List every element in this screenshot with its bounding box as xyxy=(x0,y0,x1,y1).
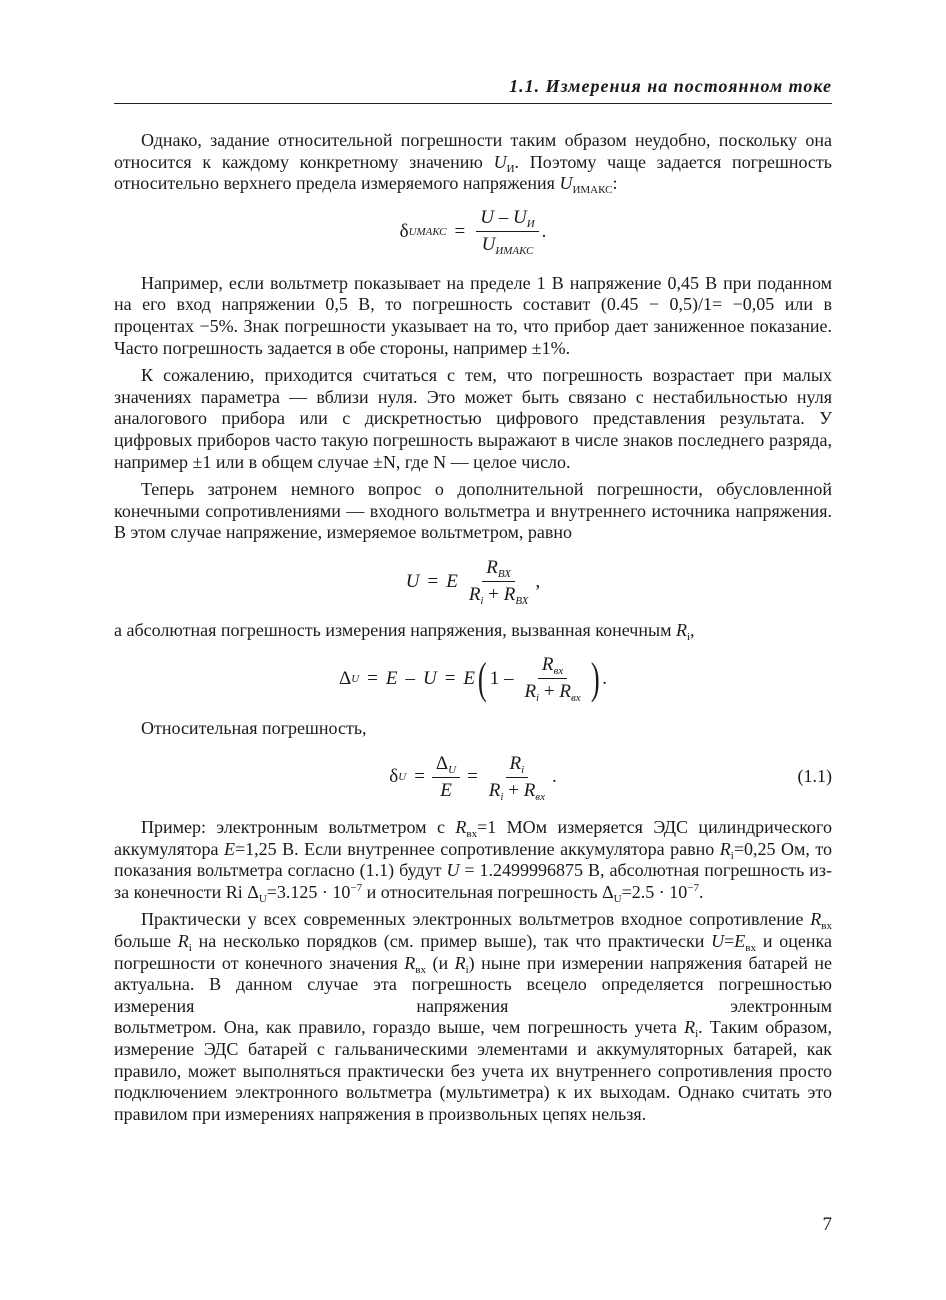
page-body xyxy=(114,130,832,1125)
fraction: $\frac{R_{ВХ}}{R_i + R_{ВХ}}$ xyxy=(468,557,529,608)
formula-abs-error: Δ U = E – U = E ( 1 – $\frac{R_{вх}}{R_i + R_{вх}}$ ) . xyxy=(338,653,608,704)
fraction: $\frac{U - U_И}{U_{ИМАКС}}$ xyxy=(476,207,538,256)
paragraph-2: Например, если вольтметр показывает на пределе 1 В напряжение 0,45 В при поданном на его вход напряжении 0,5 В, то погрешность составит (0.45 − 0,5)/1= −0,05 или в процентах −5%. Знак погрешности указывает на то, что прибор дает заниженное показание. Часто погрешность задается в обе стороны, например ±1%. xyxy=(114,272,832,358)
paragraph-6: Относительная погрешность, xyxy=(141,717,367,738)
paragraph-4: Теперь затронем немного вопрос о дополнительной погрешности, обусловленной конечными сопротивлениями — входного вольтметра и внутреннего источника напряжения. В этом случае напряжение, измеряемое вольтметром, равно xyxy=(114,479,832,543)
formula-rel-error: δ U = $\frac{\Delta_U}{E}$ = $\frac{R_i}{R_i + R_{вх}}$ . (1.1) xyxy=(389,752,832,803)
paragraph-1: Однако, задание относительной погрешности таким образом неудобно, поскольку она относится к каждому конкретному значению $U_И$. Поэтому чаще задается погрешность относительно верхнего предела измеряемого напряжения $U_{ИМАКС}$: xyxy=(114,130,832,197)
fraction: $\frac{R_i}{R_i + R_{вх}}$ xyxy=(488,752,545,803)
formula-voltage: U = E $\frac{R_{ВХ}}{R_i + R_{ВХ}}$ , xyxy=(405,557,541,608)
formula-delta-umax: δ UМАКС = $\frac{U - U_И}{U_{ИМАКС}}$ . xyxy=(399,207,547,258)
paragraph-7: Пример: электронным вольтметром с $R_{вх}=1$ МОм измеряется ЭДС цилиндрического аккумулятора E=1,25 В. Если внутреннее сопротивление аккумулятора равно $R_i=0,25$ Ом, то показания вольтметра согласно (1.1) будут U = 1.2499996875 В, абсолютная погрешность из-за конечности Ri $\Delta_U=3.125 \cdot 10^{-7}$ и относительная погрешность $\Delta_U=2.5 \cdot 10^{-7}$. xyxy=(114,817,833,905)
fraction: $\frac{\Delta_U}{E}$ xyxy=(432,753,460,802)
fraction: $\frac{R_{вх}}{R_i + R_{вх}}$ xyxy=(524,654,581,704)
paragraph-8-part-2: вольтметром. Она, как правило, гораздо выше, чем погрешность учета $R_i$. Таким образом, измерение ЭДС батарей с гальваническими элементами и аккумуляторных батарей, как правило, может выполняться практически без учета их внутреннего сопротивления просто подключением электронного вольтметра (мультиметра) к их выходам. Однако считать это правилом при измерениях напряжения в произвольных цепях нельзя. xyxy=(114,1017,832,1124)
page-number: 7 xyxy=(822,1214,832,1235)
equation-number: (1.1) xyxy=(797,766,832,787)
paragraph-5: а абсолютная погрешность измерения напряжения, вызванная конечным $R_i$, xyxy=(114,619,695,643)
paragraph-8-part-1: Практически у всех современных электронных вольтметров входное сопротивление $R_{вх}$ больше $R_i$ на несколько порядков (см. пример выше), так что практически $U=E_{вх}$ и оценка погрешности от конечного значения $R_{вх}$ (и $R_i$) ныне при измерении напряжения батарей не актуальна. В данном случае эта погрешность всецело определяется погрешностью измерения напряжения электронным xyxy=(114,909,832,1016)
paragraph-3: К сожалению, приходится считаться с тем, что погрешность возрастает при малых значениях параметра — вблизи нуля. Это может быть связано с нестабильностью нуля аналогового прибора или с дискретностью цифрового представления результата. У цифровых приборов часто такую погрешность выражают в числе знаков последнего разряда, например ±1 или в общем случае ±N, где N — целое число. xyxy=(114,365,832,472)
running-header: 1.1. Измерения на постоянном токе xyxy=(114,76,832,104)
